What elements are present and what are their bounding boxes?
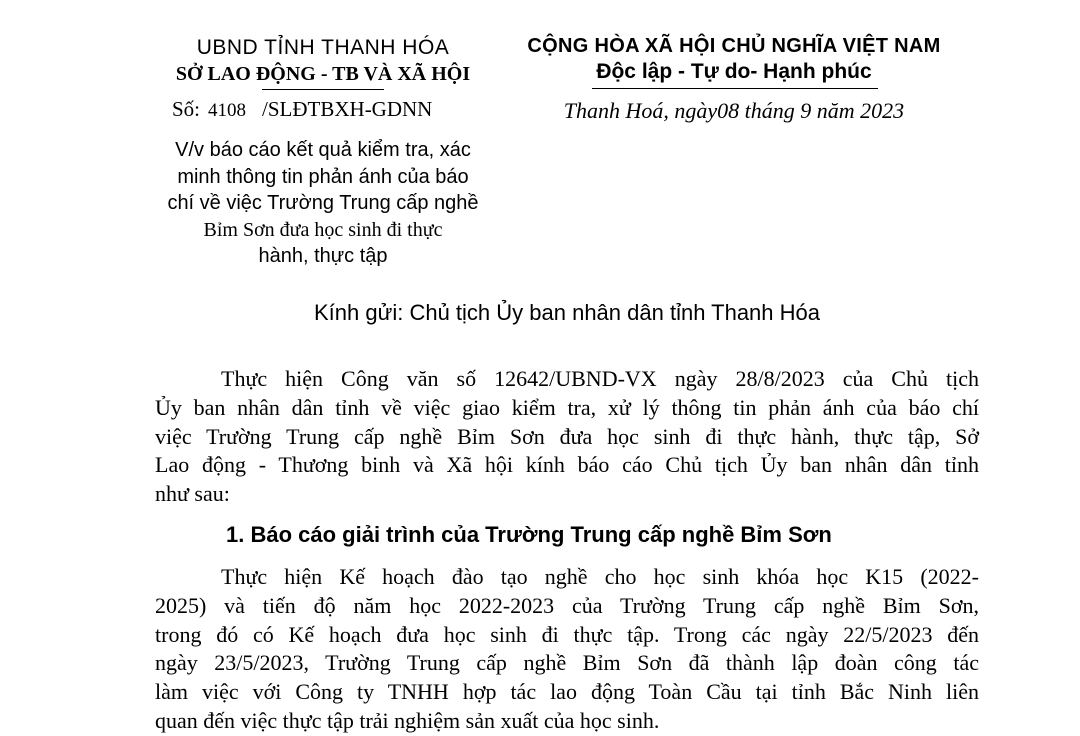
body-paragraph	[155, 563, 979, 736]
subject-line: chí về việc Trường Trung cấp nghề	[167, 192, 479, 214]
subject-line: Bỉm Sơn đưa học sinh đi thực	[203, 218, 443, 241]
paragraph-line: quan đến việc thực tập trải nghiệm sản xuất của học sinh.	[155, 707, 660, 733]
agency-underline	[262, 89, 384, 90]
agency-name: SỞ LAO ĐỘNG - TB VÀ XÃ HỘI	[175, 63, 471, 85]
section-heading: 1. Báo cáo giải trình của Trường Trung cấp nghề Bỉm Sơn	[226, 522, 832, 547]
subject-line: hành, thực tập	[258, 245, 388, 267]
agency-parent: UBND TỈNH THANH HÓA	[196, 36, 450, 59]
paragraph-line: trong đó có Kế hoạch đưa học sinh đi thực tập. Trong các ngày 22/5/2023 đến	[155, 621, 979, 647]
paragraph-line: Ủy ban nhân dân tỉnh về việc giao kiểm tra, xử lý thông tin phản ánh của báo chí	[155, 394, 979, 420]
subject-line: V/v báo cáo kết quả kiểm tra, xác	[175, 139, 471, 161]
document-number-prefix: Số:	[172, 97, 201, 121]
national-motto: Độc lập - Tự do- Hạnh phúc	[596, 60, 872, 83]
document-number-value: 4108	[208, 100, 247, 121]
subject-line: minh thông tin phản ánh của báo	[177, 165, 469, 188]
paragraph-line: Lao động - Thương binh và Xã hội kính báo cáo Chủ tịch Ủy ban nhân dân tỉnh	[155, 452, 979, 478]
paragraph-line: 2025) và tiến độ năm học 2022-2023 của Trường Trung cấp nghề Bỉm Sơn,	[155, 592, 979, 618]
addressee: Kính gửi: Chủ tịch Ủy ban nhân dân tỉnh Thanh Hóa	[314, 300, 820, 325]
paragraph-line: ngày 23/5/2023, Trường Trung cấp nghề Bỉm Sơn đã thành lập đoàn công tác	[155, 650, 979, 676]
paragraph-line: Thực hiện Công văn số 12642/UBND-VX ngày 28/8/2023 của Chủ tịch	[221, 366, 979, 391]
paragraph-line: Thực hiện Kế hoạch đào tạo nghề cho học sinh khóa học K15 (2022-	[221, 564, 979, 589]
paragraph-line: làm việc với Công ty TNHH hợp tác lao động Toàn Cầu tại tỉnh Bắc Ninh liên	[155, 679, 979, 705]
document-date: Thanh Hoá, ngày08 tháng 9 năm 2023	[563, 98, 905, 123]
document-subject	[150, 137, 496, 270]
document-number	[172, 97, 432, 122]
body-paragraph	[155, 365, 979, 509]
document-number-suffix: /SLĐTBXH-GDNN	[262, 97, 433, 121]
national-title: CỘNG HÒA XÃ HỘI CHỦ NGHĨA VIỆT NAM	[527, 35, 941, 57]
paragraph-line: như sau:	[155, 481, 230, 507]
motto-underline	[592, 88, 878, 89]
paragraph-line: việc Trường Trung cấp nghề Bỉm Sơn đưa học sinh đi thực hành, thực tập, Sở	[155, 423, 979, 449]
